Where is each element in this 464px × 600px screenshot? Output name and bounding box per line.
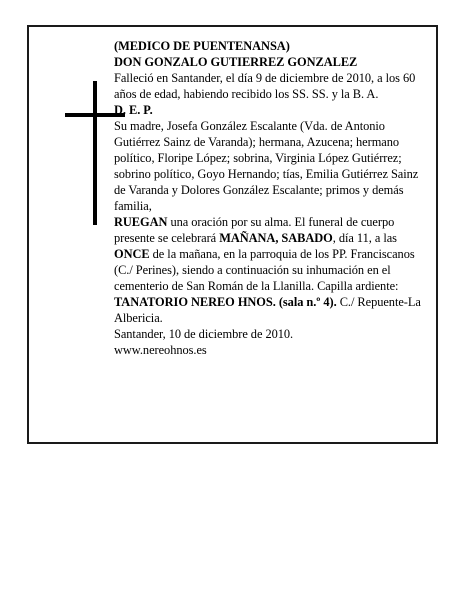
dep-line: D. E. P. — [114, 103, 153, 117]
deceased-name: DON GONZALO GUTIERREZ GONZALEZ — [114, 55, 358, 69]
place-date: Santander, 10 de diciembre de 2010. — [114, 327, 294, 341]
family-list: Su madre, Josefa González Escalante (Vda. de Antonio Gutiérrez Sainz de Varanda); hermana, Azucena; hermano político, Floripe López; sobrina, Virginia López Gutiérrez; sobrino político, Goyo Hernando; tías, Emilia Gutiérrez Sainz de Varanda y Dolores González Escalante; primos y demás familia, — [114, 119, 419, 213]
website: www.nereohnos.es — [114, 343, 207, 357]
funeral-text-3: de la mañana, en la parroquia de los PP. Franciscanos (C./ Perines), siendo a continuación su inhumación en el cementerio de San Román de la Llanilla. Capilla ardiente: — [114, 247, 415, 293]
funeral-text-1: una oración por su alma. El funeral de cuerpo presente se celebrará — [114, 215, 395, 245]
funeral-day: MAÑANA, SABADO — [219, 231, 333, 245]
funeral-details — [114, 214, 432, 326]
ruegan-label: RUEGAN — [114, 215, 168, 229]
death-announcement: Falleció en Santander, el día 9 de diciembre de 2010, a los 60 años de edad, habiendo recibido los SS. SS. y la B. A. — [114, 71, 416, 101]
occupation-heading: (MEDICO DE PUENTENANSA) — [114, 39, 290, 53]
funeral-text-4: C./ Repuente-La Albericia. — [114, 295, 421, 325]
funeral-text-2: , día 11, a las — [332, 231, 397, 245]
funeral-hour: ONCE — [114, 247, 150, 261]
tanatorio-name: TANATORIO NEREO HNOS. (sala n.º 4). — [114, 295, 337, 309]
obituary-text — [114, 38, 432, 358]
cross-vertical-bar — [93, 81, 97, 225]
